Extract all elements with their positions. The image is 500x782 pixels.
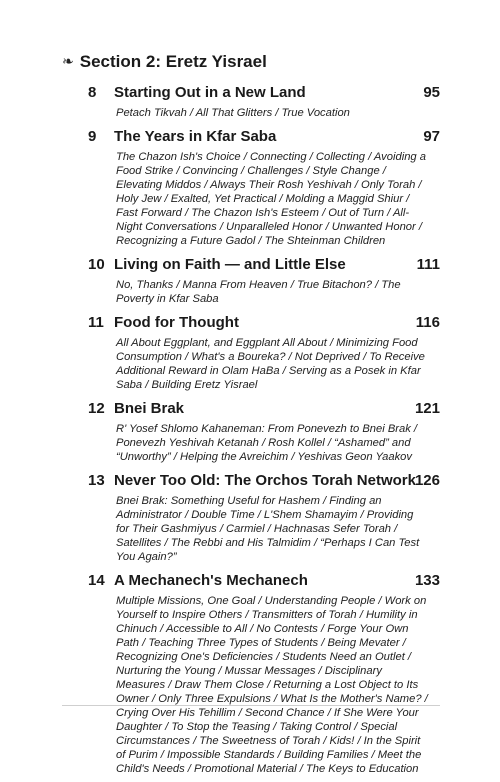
chapter-title: Living on Faith — and Little Else <box>114 256 346 273</box>
chapter-title: Never Too Old: The Orchos Torah Network <box>114 472 416 489</box>
entry-heading <box>88 398 440 420</box>
chapter-subtopics: No, Thanks / Manna From Heaven / True Bitachon? / The Poverty in Kfar Saba <box>116 279 401 305</box>
chapter-title: The Years in Kfar Saba <box>114 128 277 145</box>
page-number: 121 <box>414 400 440 417</box>
chapter-number: 12 <box>88 400 105 417</box>
toc-entry-11[interactable] <box>88 312 440 392</box>
page-number: 111 <box>416 256 440 273</box>
chapter-subtopics: Petach Tikvah / All That Glitters / True Vocation <box>116 107 350 119</box>
page-number: 95 <box>423 84 440 101</box>
chapter-number: 11 <box>88 314 104 331</box>
entry-heading <box>88 470 440 492</box>
section-heading <box>62 52 267 72</box>
chapter-subtopics: All About Eggplant, and Eggplant All About / Minimizing Food Consumption / What's a Boureka? / Not Deprived / To Receive Additional Reward in Olam HaBa / Serving as a Posek in Kfar Saba / Building Eretz Yisrael <box>116 337 425 391</box>
chapter-subtopics: The Chazon Ish's Choice / Connecting / Collecting / Avoiding a Food Strike / Convincing / Challenges / Style Change / Elevating Middos / Always Their Rosh Yeshivah / Only Torah / Holy Jew / Exalted, Yet Practical / Molding a Maggid Shiur / Fast Forward / The Chazon Ish's Esteem / Out of Turn / All-Night Conversations / Unparalleled Honor / Unwanted Honor / Recognizing a Future Gadol / The Shteinman Children <box>116 151 426 247</box>
chapter-title: Starting Out in a New Land <box>114 84 306 101</box>
toc-entries <box>88 82 440 782</box>
chapter-number: 14 <box>88 572 105 589</box>
entry-heading <box>88 312 440 334</box>
chapter-subtopics: Bnei Brak: Something Useful for Hashem / Finding an Administrator / Double Time / L'Shem Shamayim / Providing for Their Gashmiyus / Carmiel / Hachnasas Sefer Torah / Satellites / The Rebbi and His Talmidim / “Perhaps I Can Test You Again?” <box>116 495 420 563</box>
fleuron-icon: ❧ <box>62 54 74 70</box>
entry-heading <box>88 82 440 104</box>
entry-heading <box>88 254 440 276</box>
chapter-number: 13 <box>88 472 105 489</box>
page-number: 116 <box>415 314 440 331</box>
section-title: Section 2: Eretz Yisrael <box>79 52 267 71</box>
chapter-subtopics: Multiple Missions, One Goal / Understanding People / Work on Yourself to Inspire Others / Transmitters of Torah / Humility in Chinuch / Accessible to All / No Contests / Forge Your Own Path / Teaching Three Types of Students / Being Mevater / Recognizing One's Deficiencies / Students Need an Outlet / Nurturing the Young / Mussar Messages / Disciplinary Measures / Draw Them Close / Returning a Lost Object to Its Owner / Only Three Expulsions / What Is the Mother's Name? / Crying Over His Tehillim / Second Chance / If She Were Your Daughter / To Stop the Teasing / Taking Control / Special Circumstances / The Sweetness of Torah / Kids! / In the Spirit of Purim / Impossible Standards / Building Families / Meet the Child's Needs / Promotional Material / The Keys to Education <box>116 595 428 775</box>
toc-entry-13[interactable] <box>88 470 440 564</box>
entry-heading <box>88 126 440 148</box>
chapter-number: 8 <box>88 84 97 101</box>
toc-entry-8[interactable] <box>88 82 440 120</box>
toc-entry-10[interactable] <box>88 254 440 306</box>
chapter-title: Bnei Brak <box>114 400 185 417</box>
chapter-number: 9 <box>88 128 97 145</box>
page-number: 97 <box>423 128 440 145</box>
toc-entry-14[interactable] <box>88 570 440 776</box>
page-number: 133 <box>414 572 440 589</box>
chapter-subtopics: R' Yosef Shlomo Kahaneman: From Ponevezh to Bnei Brak / Ponevezh Yeshivah Ketanah / Rosh Kollel / “Ashamed” and “Unworthy” / Helping the Avreichim / Yeshivas Geon Yaakov <box>116 423 418 463</box>
toc-entry-9[interactable] <box>88 126 440 248</box>
page-number: 126 <box>414 472 440 489</box>
footer-rule <box>62 705 440 706</box>
toc-entry-12[interactable] <box>88 398 440 464</box>
entry-heading <box>88 570 440 592</box>
chapter-title: A Mechanech's Mechanech <box>114 572 308 589</box>
chapter-number: 10 <box>88 256 105 273</box>
chapter-title: Food for Thought <box>114 314 239 331</box>
